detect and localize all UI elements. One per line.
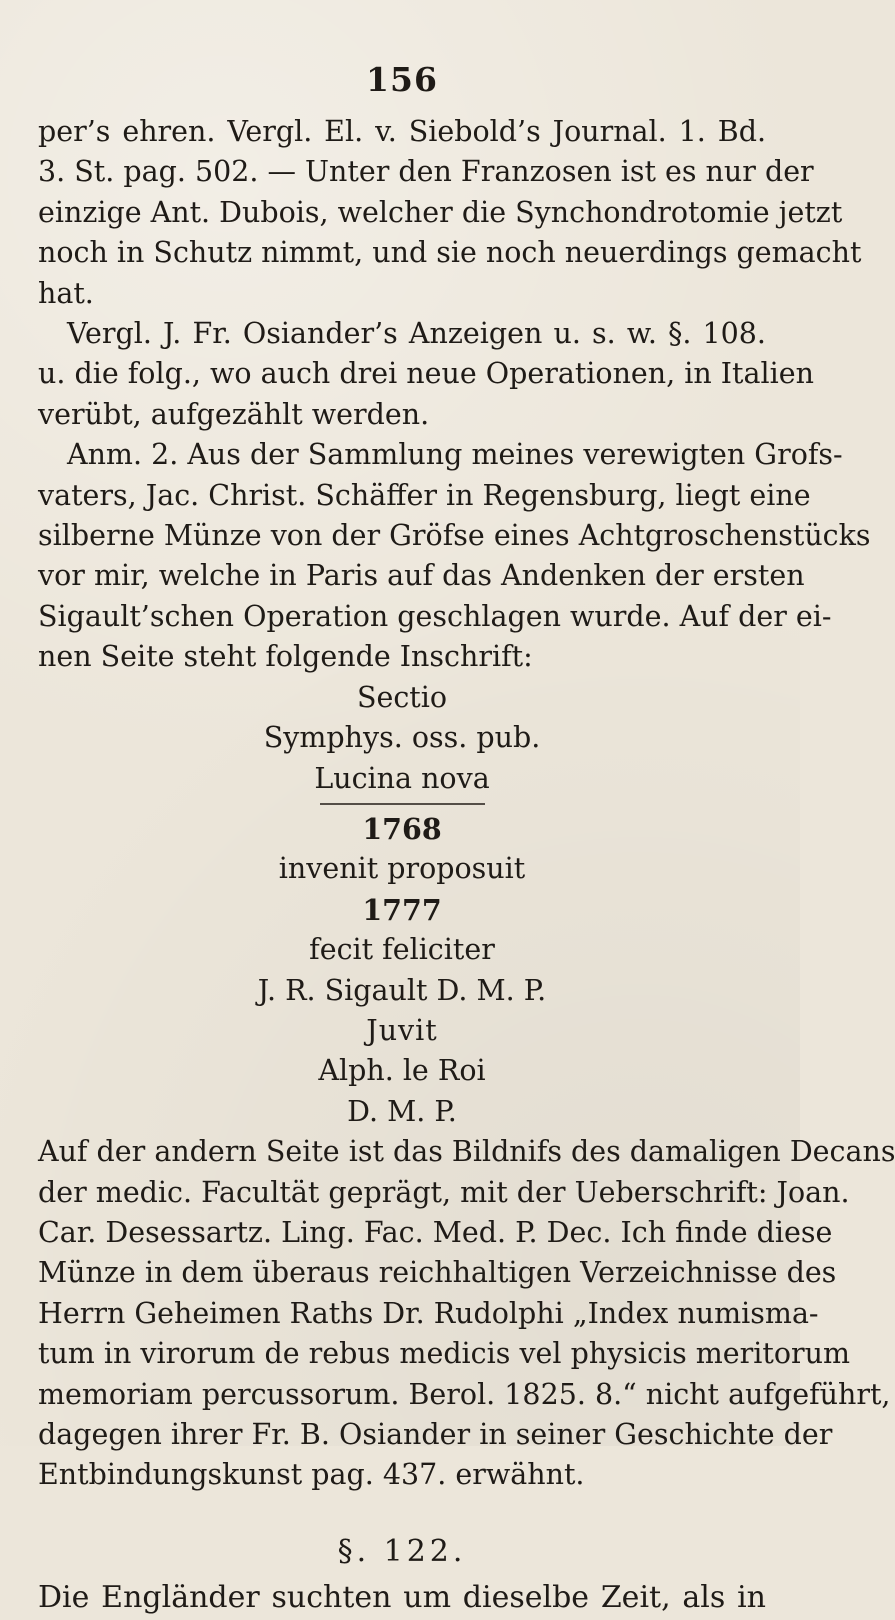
- inscription-line-9: Juvit: [366, 1013, 438, 1047]
- text-line-7: u. die folg., wo auch drei neue Operationen, in Italien: [38, 357, 814, 391]
- text-line-16: der medic. Facultät geprägt, mit der Ueberschrift: Joan.: [38, 1175, 850, 1209]
- text-line-4: noch in Schutz nimmt, und sie noch neuerdings gemacht: [38, 236, 862, 270]
- paragraph-3: [38, 435, 871, 677]
- text-line-11: silberne Münze von der Gröfse eines Achtgroschenstücks: [38, 519, 871, 553]
- inscription-line-5: invenit proposuit: [278, 852, 526, 886]
- text-line-8: verübt, aufgezählt werden.: [38, 397, 430, 431]
- inscription-line-2: Symphys. oss. pub.: [263, 721, 541, 755]
- inscription-line-4: 1768: [362, 811, 442, 846]
- paragraph-1: [38, 112, 862, 314]
- text-line-5: hat.: [38, 276, 94, 310]
- inscription-line-6: 1777: [362, 892, 442, 927]
- text-line-24: Die Engländer suchten um dieselbe Zeit, als in: [38, 1579, 766, 1615]
- inscription-line-3: Lucina nova: [314, 761, 490, 795]
- text-line-20: tum in virorum de rebus medicis vel physicis meritorum: [38, 1337, 851, 1371]
- inscription-rule: [320, 803, 485, 805]
- text-line-12: vor mir, welche in Paris auf das Andenken der ersten: [38, 559, 805, 593]
- inscription-line-1: Sectio: [356, 680, 448, 714]
- text-line-9: Anm. 2. Aus der Sammlung meines verewigten Grofs-: [67, 438, 843, 472]
- text-line-6: Vergl. J. Fr. Osiander’s Anzeigen u. s. w. §. 108.: [67, 317, 766, 351]
- inscription-line-10: Alph. le Roi: [318, 1054, 486, 1088]
- text-line-23: Entbindungskunst pag. 437. erwähnt.: [38, 1458, 585, 1492]
- text-line-22: dagegen ihrer Fr. B. Osiander in seiner Geschichte der: [38, 1418, 833, 1451]
- text-line-13: Sigault’schen Operation geschlagen wurde. Auf der ei-: [38, 599, 832, 633]
- text-line-17: Car. Desessartz. Ling. Fac. Med. P. Dec. Ich finde diese: [38, 1215, 833, 1249]
- text-line-15: Auf der andern Seite ist das Bildnifs des damaligen Decans: [38, 1135, 895, 1169]
- text-line-18: Münze in dem überaus reichhaltigen Verzeichnisse des: [38, 1256, 837, 1290]
- coin-inscription: [38, 678, 766, 1132]
- text-line-3: einzige Ant. Dubois, welcher die Synchondrotomie jetzt: [38, 195, 843, 229]
- inscription-divider: [38, 799, 766, 809]
- text-line-19: Herrn Geheimen Raths Dr. Rudolphi „Index numisma-: [38, 1296, 819, 1330]
- text-line-1: per’s ehren. Vergl. El. v. Siebold’s Journal. 1. Bd.: [38, 115, 766, 148]
- inscription-line-8: J. R. Sigault D. M. P.: [257, 973, 547, 1007]
- text-line-10: vaters, Jac. Christ. Schäffer in Regensburg, liegt eine: [38, 478, 811, 512]
- paragraph-2: [38, 314, 814, 435]
- paragraph-4: [38, 1132, 895, 1496]
- page-number: 156: [366, 60, 438, 99]
- text-line-2: 3. St. pag. 502. — Unter den Franzosen ist es nur der: [38, 155, 814, 189]
- section-spacing: [38, 1496, 766, 1528]
- section-heading: §. 122.: [337, 1533, 467, 1569]
- text-line-21: memoriam percussorum. Berol. 1825. 8.“ nicht aufgeführt,: [38, 1377, 891, 1411]
- inscription-line-7: fecit feliciter: [309, 933, 495, 967]
- inscription-line-11: D. M. P.: [347, 1094, 457, 1128]
- text-line-14: nen Seite steht folgende Inschrift:: [38, 640, 533, 674]
